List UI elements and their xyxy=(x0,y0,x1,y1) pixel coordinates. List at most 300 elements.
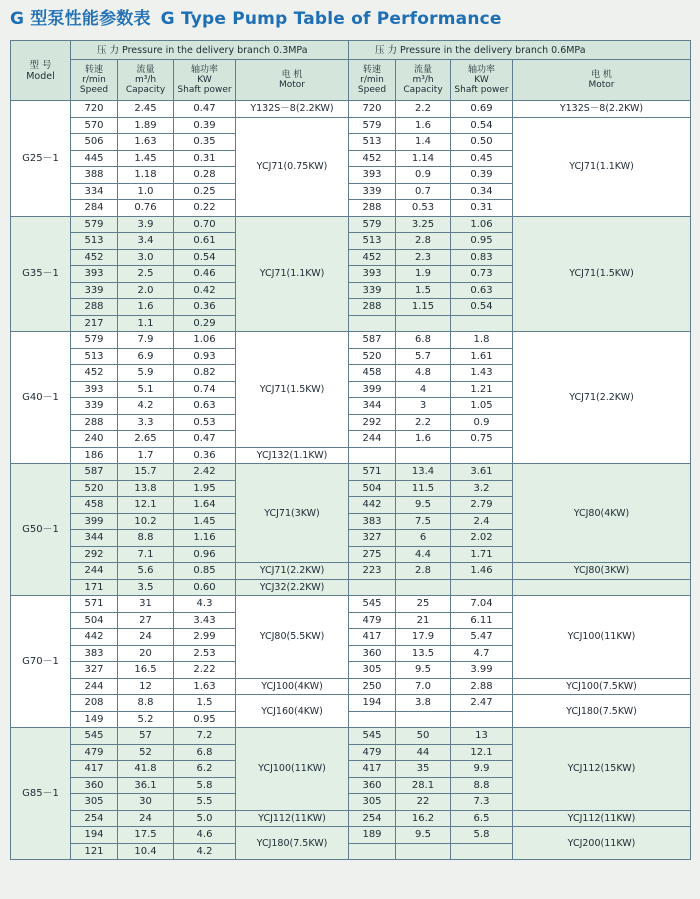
left-power-cell: 0.36 xyxy=(174,447,236,464)
left-power-cell: 4.3 xyxy=(174,596,236,613)
left-capacity-cell: 2.65 xyxy=(118,431,174,448)
left-capacity-cell: 20 xyxy=(118,645,174,662)
right-capacity-header: 流量 m³/h Capacity xyxy=(396,60,451,101)
right-power-cell: 1.05 xyxy=(451,398,513,415)
left-power-cell: 1.45 xyxy=(174,513,236,530)
model-cell: G70－1 xyxy=(11,596,71,728)
left-power-cell: 6.8 xyxy=(174,744,236,761)
right-capacity-cell: 3 xyxy=(396,398,451,415)
left-capacity-cell: 8.8 xyxy=(118,530,174,547)
header-row-columns xyxy=(11,60,691,101)
right-capacity-cell: 3.25 xyxy=(396,216,451,233)
left-capacity-cell: 8.8 xyxy=(118,695,174,712)
left-power-cell: 0.25 xyxy=(174,183,236,200)
left-speed-cell: 399 xyxy=(71,513,118,530)
left-speed-cell: 587 xyxy=(71,464,118,481)
right-speed-cell: 223 xyxy=(349,563,396,580)
left-capacity-cell: 16.5 xyxy=(118,662,174,679)
left-speed-cell: 571 xyxy=(71,596,118,613)
table-row xyxy=(11,332,691,349)
right-capacity-cell: 2.8 xyxy=(396,563,451,580)
left-capacity-cell: 2.0 xyxy=(118,282,174,299)
right-speed-cell: 417 xyxy=(349,629,396,646)
right-capacity-cell: 1.9 xyxy=(396,266,451,283)
left-speed-cell: 149 xyxy=(71,711,118,728)
left-power-cell: 3.43 xyxy=(174,612,236,629)
right-power-cell: 3.2 xyxy=(451,480,513,497)
right-speed-cell: 571 xyxy=(349,464,396,481)
right-capacity-cell: 9.5 xyxy=(396,827,451,844)
left-speed-cell: 383 xyxy=(71,645,118,662)
right-speed-cell: 520 xyxy=(349,348,396,365)
table-row xyxy=(11,596,691,613)
right-speed-cell: 452 xyxy=(349,150,396,167)
right-power-cell: 2.02 xyxy=(451,530,513,547)
right-capacity-cell: 7.5 xyxy=(396,513,451,530)
right-motor-cell: YCJ71(1.1KW) xyxy=(513,117,691,216)
right-power-cell: 0.63 xyxy=(451,282,513,299)
performance-table xyxy=(10,40,691,860)
right-power-cell: 1.61 xyxy=(451,348,513,365)
right-speed-cell: 479 xyxy=(349,744,396,761)
right-speed-cell: 305 xyxy=(349,662,396,679)
left-speed-cell: 545 xyxy=(71,728,118,745)
right-power-cell: 3.61 xyxy=(451,464,513,481)
right-capacity-cell: 22 xyxy=(396,794,451,811)
table-row xyxy=(11,117,691,134)
left-speed-cell: 452 xyxy=(71,365,118,382)
right-power-cell: 0.45 xyxy=(451,150,513,167)
right-capacity-cell: 4.8 xyxy=(396,365,451,382)
left-speed-cell: 284 xyxy=(71,200,118,217)
left-capacity-cell: 17.5 xyxy=(118,827,174,844)
left-power-cell: 0.93 xyxy=(174,348,236,365)
left-speed-cell: 171 xyxy=(71,579,118,596)
right-power-cell: 0.39 xyxy=(451,167,513,184)
left-speed-cell: 504 xyxy=(71,612,118,629)
right-speed-cell: 579 xyxy=(349,117,396,134)
right-power-cell: 5.47 xyxy=(451,629,513,646)
table-row xyxy=(11,579,691,596)
table-row xyxy=(11,101,691,118)
table-row xyxy=(11,216,691,233)
left-motor-cell: YCJ71(1.5KW) xyxy=(236,332,349,448)
right-capacity-cell: 9.5 xyxy=(396,662,451,679)
left-power-cell: 0.47 xyxy=(174,101,236,118)
left-speed-cell: 513 xyxy=(71,348,118,365)
right-capacity-cell: 4.4 xyxy=(396,546,451,563)
right-capacity-cell: 2.8 xyxy=(396,233,451,250)
left-capacity-cell: 7.9 xyxy=(118,332,174,349)
left-capacity-cell: 36.1 xyxy=(118,777,174,794)
right-pressure-header: 压 力 Pressure in the delivery branch 0.6MPa xyxy=(349,41,691,60)
left-capacity-cell: 3.0 xyxy=(118,249,174,266)
left-speed-cell: 520 xyxy=(71,480,118,497)
left-speed-cell: 217 xyxy=(71,315,118,332)
left-capacity-cell: 57 xyxy=(118,728,174,745)
right-power-cell: 2.88 xyxy=(451,678,513,695)
right-power-cell xyxy=(451,711,513,728)
left-power-cell: 0.61 xyxy=(174,233,236,250)
right-speed-cell xyxy=(349,315,396,332)
right-speed-cell xyxy=(349,711,396,728)
left-speed-cell: 186 xyxy=(71,447,118,464)
right-capacity-cell: 1.6 xyxy=(396,431,451,448)
right-speed-cell: 305 xyxy=(349,794,396,811)
left-motor-cell: YCJ71(3KW) xyxy=(236,464,349,563)
right-speed-cell: 720 xyxy=(349,101,396,118)
right-motor-cell: YCJ100(7.5KW) xyxy=(513,678,691,695)
right-capacity-cell: 11.5 xyxy=(396,480,451,497)
right-power-cell: 0.75 xyxy=(451,431,513,448)
right-speed-header: 转速 r/min Speed xyxy=(349,60,396,101)
left-power-cell: 1.06 xyxy=(174,332,236,349)
right-power-cell: 13 xyxy=(451,728,513,745)
right-speed-cell: 452 xyxy=(349,249,396,266)
right-power-cell: 0.83 xyxy=(451,249,513,266)
right-capacity-cell: 1.4 xyxy=(396,134,451,151)
right-speed-cell xyxy=(349,579,396,596)
right-capacity-cell: 1.5 xyxy=(396,282,451,299)
left-power-cell: 2.42 xyxy=(174,464,236,481)
right-power-cell: 0.69 xyxy=(451,101,513,118)
right-power-cell: 6.11 xyxy=(451,612,513,629)
right-capacity-cell xyxy=(396,447,451,464)
left-power-cell: 0.53 xyxy=(174,414,236,431)
right-motor-cell: Y132S－8(2.2KW) xyxy=(513,101,691,118)
right-speed-cell xyxy=(349,843,396,860)
left-power-cell: 1.5 xyxy=(174,695,236,712)
left-power-cell: 5.8 xyxy=(174,777,236,794)
left-capacity-cell: 52 xyxy=(118,744,174,761)
model-cell: G85－1 xyxy=(11,728,71,860)
left-power-cell: 0.85 xyxy=(174,563,236,580)
right-power-cell: 0.95 xyxy=(451,233,513,250)
left-power-header: 轴功率 KW Shaft power xyxy=(174,60,236,101)
right-capacity-cell: 28.1 xyxy=(396,777,451,794)
right-motor-cell: YCJ80(4KW) xyxy=(513,464,691,563)
right-motor-cell: YCJ200(11KW) xyxy=(513,827,691,860)
right-speed-cell: 244 xyxy=(349,431,396,448)
left-speed-cell: 288 xyxy=(71,299,118,316)
left-speed-cell: 506 xyxy=(71,134,118,151)
left-motor-cell: Y132S－8(2.2KW) xyxy=(236,101,349,118)
left-capacity-cell: 5.9 xyxy=(118,365,174,382)
right-capacity-cell: 4 xyxy=(396,381,451,398)
left-power-cell: 5.0 xyxy=(174,810,236,827)
right-motor-cell: YCJ71(2.2KW) xyxy=(513,332,691,464)
left-motor-cell: YCJ100(4KW) xyxy=(236,678,349,695)
right-power-cell: 4.7 xyxy=(451,645,513,662)
right-power-cell xyxy=(451,447,513,464)
right-capacity-cell: 6 xyxy=(396,530,451,547)
left-motor-cell: YCJ71(2.2KW) xyxy=(236,563,349,580)
right-speed-cell: 479 xyxy=(349,612,396,629)
right-capacity-cell: 17.9 xyxy=(396,629,451,646)
left-motor-cell: YCJ71(1.1KW) xyxy=(236,216,349,332)
right-speed-cell: 288 xyxy=(349,299,396,316)
left-speed-cell: 445 xyxy=(71,150,118,167)
left-capacity-cell: 3.5 xyxy=(118,579,174,596)
right-motor-header: 电 机 Motor xyxy=(513,60,691,101)
left-speed-cell: 442 xyxy=(71,629,118,646)
right-speed-cell: 504 xyxy=(349,480,396,497)
right-capacity-cell: 13.5 xyxy=(396,645,451,662)
header-row-pressure xyxy=(11,41,691,60)
right-capacity-cell: 9.5 xyxy=(396,497,451,514)
right-power-cell: 6.5 xyxy=(451,810,513,827)
left-speed-cell: 579 xyxy=(71,332,118,349)
right-capacity-cell: 2.3 xyxy=(396,249,451,266)
right-power-cell: 1.06 xyxy=(451,216,513,233)
right-capacity-cell: 16.2 xyxy=(396,810,451,827)
left-speed-cell: 513 xyxy=(71,233,118,250)
right-speed-cell: 393 xyxy=(349,167,396,184)
left-speed-cell: 244 xyxy=(71,678,118,695)
left-capacity-header: 流量 m³/h Capacity xyxy=(118,60,174,101)
left-capacity-cell: 1.63 xyxy=(118,134,174,151)
table-row xyxy=(11,695,691,712)
right-speed-cell: 327 xyxy=(349,530,396,547)
right-speed-cell: 513 xyxy=(349,134,396,151)
left-motor-cell: YCJ160(4KW) xyxy=(236,695,349,728)
right-power-cell: 7.3 xyxy=(451,794,513,811)
right-power-cell: 0.50 xyxy=(451,134,513,151)
left-power-cell: 0.35 xyxy=(174,134,236,151)
left-power-cell: 0.82 xyxy=(174,365,236,382)
right-capacity-cell: 50 xyxy=(396,728,451,745)
right-capacity-cell: 1.15 xyxy=(396,299,451,316)
right-motor-cell xyxy=(513,579,691,596)
left-power-cell: 6.2 xyxy=(174,761,236,778)
table-row xyxy=(11,728,691,745)
right-capacity-cell: 35 xyxy=(396,761,451,778)
left-pressure-header: 压 力 Pressure in the delivery branch 0.3MPa xyxy=(71,41,349,60)
left-speed-cell: 194 xyxy=(71,827,118,844)
left-speed-cell: 579 xyxy=(71,216,118,233)
left-speed-cell: 334 xyxy=(71,183,118,200)
left-power-cell: 0.70 xyxy=(174,216,236,233)
left-power-cell: 0.54 xyxy=(174,249,236,266)
right-capacity-cell: 2.2 xyxy=(396,101,451,118)
left-motor-cell: YCJ71(0.75KW) xyxy=(236,117,349,216)
right-motor-cell: YCJ71(1.5KW) xyxy=(513,216,691,332)
left-capacity-cell: 4.2 xyxy=(118,398,174,415)
left-speed-cell: 292 xyxy=(71,546,118,563)
left-motor-cell: YCJ112(11KW) xyxy=(236,810,349,827)
right-capacity-cell: 13.4 xyxy=(396,464,451,481)
left-capacity-cell: 5.1 xyxy=(118,381,174,398)
left-capacity-cell: 12.1 xyxy=(118,497,174,514)
right-speed-cell: 383 xyxy=(349,513,396,530)
left-speed-cell: 388 xyxy=(71,167,118,184)
left-power-cell: 0.31 xyxy=(174,150,236,167)
right-power-cell: 0.73 xyxy=(451,266,513,283)
right-motor-cell: YCJ112(11KW) xyxy=(513,810,691,827)
left-capacity-cell: 12 xyxy=(118,678,174,695)
left-capacity-cell: 5.2 xyxy=(118,711,174,728)
right-speed-cell: 339 xyxy=(349,282,396,299)
left-capacity-cell: 3.9 xyxy=(118,216,174,233)
right-speed-cell: 545 xyxy=(349,728,396,745)
left-power-cell: 0.29 xyxy=(174,315,236,332)
model-cell: G35－1 xyxy=(11,216,71,332)
left-motor-cell: YCJ80(5.5KW) xyxy=(236,596,349,679)
left-capacity-cell: 10.2 xyxy=(118,513,174,530)
left-capacity-cell: 6.9 xyxy=(118,348,174,365)
right-power-cell: 9.9 xyxy=(451,761,513,778)
left-speed-cell: 305 xyxy=(71,794,118,811)
left-capacity-cell: 27 xyxy=(118,612,174,629)
right-power-cell xyxy=(451,315,513,332)
left-power-cell: 4.6 xyxy=(174,827,236,844)
right-power-cell xyxy=(451,843,513,860)
left-speed-cell: 452 xyxy=(71,249,118,266)
right-speed-cell: 399 xyxy=(349,381,396,398)
right-power-cell: 8.8 xyxy=(451,777,513,794)
left-capacity-cell: 2.5 xyxy=(118,266,174,283)
right-speed-cell: 254 xyxy=(349,810,396,827)
left-speed-cell: 254 xyxy=(71,810,118,827)
left-power-cell: 1.63 xyxy=(174,678,236,695)
left-speed-cell: 393 xyxy=(71,266,118,283)
left-speed-cell: 417 xyxy=(71,761,118,778)
left-power-cell: 1.16 xyxy=(174,530,236,547)
right-capacity-cell: 5.7 xyxy=(396,348,451,365)
left-power-cell: 1.95 xyxy=(174,480,236,497)
left-capacity-cell: 30 xyxy=(118,794,174,811)
right-capacity-cell xyxy=(396,579,451,596)
right-capacity-cell: 0.53 xyxy=(396,200,451,217)
left-power-cell: 0.74 xyxy=(174,381,236,398)
title-english: G Type Pump Table of Performance xyxy=(160,9,502,29)
right-capacity-cell xyxy=(396,711,451,728)
right-power-cell: 1.46 xyxy=(451,563,513,580)
right-speed-cell: 189 xyxy=(349,827,396,844)
right-speed-cell: 393 xyxy=(349,266,396,283)
model-cell: G50－1 xyxy=(11,464,71,596)
left-capacity-cell: 1.0 xyxy=(118,183,174,200)
left-power-cell: 7.2 xyxy=(174,728,236,745)
left-power-cell: 2.22 xyxy=(174,662,236,679)
table-row xyxy=(11,563,691,580)
right-speed-cell: 545 xyxy=(349,596,396,613)
left-speed-cell: 339 xyxy=(71,398,118,415)
right-capacity-cell: 0.9 xyxy=(396,167,451,184)
right-power-cell: 0.34 xyxy=(451,183,513,200)
table-row xyxy=(11,464,691,481)
model-cell: G40－1 xyxy=(11,332,71,464)
left-motor-cell: YCJ100(11KW) xyxy=(236,728,349,811)
left-power-cell: 0.46 xyxy=(174,266,236,283)
left-speed-cell: 121 xyxy=(71,843,118,860)
right-capacity-cell: 3.8 xyxy=(396,695,451,712)
right-capacity-cell: 44 xyxy=(396,744,451,761)
right-speed-cell: 360 xyxy=(349,645,396,662)
right-speed-cell: 275 xyxy=(349,546,396,563)
left-speed-cell: 244 xyxy=(71,563,118,580)
left-power-cell: 0.42 xyxy=(174,282,236,299)
right-power-cell: 0.54 xyxy=(451,299,513,316)
page-title xyxy=(10,4,502,34)
right-speed-cell: 360 xyxy=(349,777,396,794)
right-speed-cell: 458 xyxy=(349,365,396,382)
right-power-cell: 2.79 xyxy=(451,497,513,514)
right-power-cell: 1.21 xyxy=(451,381,513,398)
left-speed-header: 转速 r/min Speed xyxy=(71,60,118,101)
left-power-cell: 0.28 xyxy=(174,167,236,184)
table-row xyxy=(11,678,691,695)
left-capacity-cell: 3.3 xyxy=(118,414,174,431)
right-power-cell: 0.9 xyxy=(451,414,513,431)
left-speed-cell: 208 xyxy=(71,695,118,712)
right-power-cell: 2.47 xyxy=(451,695,513,712)
left-capacity-cell: 15.7 xyxy=(118,464,174,481)
left-speed-cell: 344 xyxy=(71,530,118,547)
left-capacity-cell: 24 xyxy=(118,810,174,827)
right-power-cell: 1.71 xyxy=(451,546,513,563)
right-speed-cell: 344 xyxy=(349,398,396,415)
right-capacity-cell: 1.14 xyxy=(396,150,451,167)
model-header: 型 号 Model xyxy=(11,41,71,101)
left-motor-header: 电 机 Motor xyxy=(236,60,349,101)
right-capacity-cell: 2.2 xyxy=(396,414,451,431)
left-power-cell: 0.95 xyxy=(174,711,236,728)
left-speed-cell: 288 xyxy=(71,414,118,431)
left-speed-cell: 720 xyxy=(71,101,118,118)
right-power-cell: 0.31 xyxy=(451,200,513,217)
right-capacity-cell: 7.0 xyxy=(396,678,451,695)
right-power-cell xyxy=(451,579,513,596)
left-power-cell: 0.63 xyxy=(174,398,236,415)
right-power-cell: 1.43 xyxy=(451,365,513,382)
left-capacity-cell: 1.89 xyxy=(118,117,174,134)
right-power-cell: 3.99 xyxy=(451,662,513,679)
right-speed-cell: 579 xyxy=(349,216,396,233)
right-capacity-cell: 1.6 xyxy=(396,117,451,134)
left-capacity-cell: 24 xyxy=(118,629,174,646)
table-row xyxy=(11,810,691,827)
right-power-cell: 0.54 xyxy=(451,117,513,134)
left-power-cell: 4.2 xyxy=(174,843,236,860)
left-speed-cell: 458 xyxy=(71,497,118,514)
left-power-cell: 0.39 xyxy=(174,117,236,134)
left-capacity-cell: 1.18 xyxy=(118,167,174,184)
left-power-cell: 0.60 xyxy=(174,579,236,596)
left-capacity-cell: 2.45 xyxy=(118,101,174,118)
right-motor-cell: YCJ100(11KW) xyxy=(513,596,691,679)
right-power-cell: 2.4 xyxy=(451,513,513,530)
right-power-cell: 1.8 xyxy=(451,332,513,349)
left-capacity-cell: 31 xyxy=(118,596,174,613)
left-speed-cell: 479 xyxy=(71,744,118,761)
right-speed-cell: 587 xyxy=(349,332,396,349)
left-capacity-cell: 1.6 xyxy=(118,299,174,316)
left-power-cell: 0.47 xyxy=(174,431,236,448)
left-power-cell: 0.36 xyxy=(174,299,236,316)
right-power-header: 轴功率 KW Shaft power xyxy=(451,60,513,101)
left-speed-cell: 360 xyxy=(71,777,118,794)
title-chinese: G 型泵性能参数表 xyxy=(10,9,151,29)
left-capacity-cell: 1.7 xyxy=(118,447,174,464)
left-capacity-cell: 5.6 xyxy=(118,563,174,580)
right-power-cell: 12.1 xyxy=(451,744,513,761)
right-speed-cell: 288 xyxy=(349,200,396,217)
left-motor-cell: YCJ32(2.2KW) xyxy=(236,579,349,596)
right-capacity-cell xyxy=(396,315,451,332)
right-speed-cell: 442 xyxy=(349,497,396,514)
right-speed-cell: 250 xyxy=(349,678,396,695)
